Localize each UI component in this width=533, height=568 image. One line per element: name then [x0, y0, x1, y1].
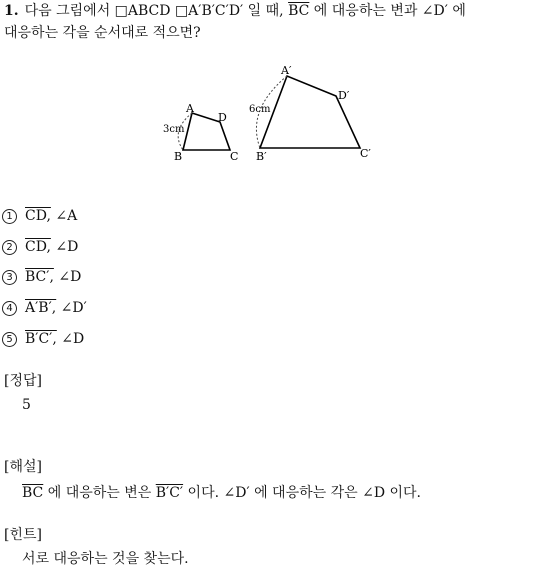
choice-angle: ∠D — [55, 239, 79, 255]
choice-1[interactable] — [2, 207, 77, 225]
side-label-3cm: 3cm — [163, 124, 185, 135]
hint-label: [힌트] — [4, 527, 42, 543]
label-b: B — [174, 150, 183, 163]
label-c: C — [230, 150, 239, 163]
quadrilateral-figure — [150, 60, 390, 170]
choice-segment: CD, — [25, 208, 51, 224]
question-text-b: 에 대응하는 변과 ∠D′ 에 — [309, 3, 466, 19]
question-line-1 — [4, 2, 466, 21]
label-a-prime: A′ — [281, 64, 292, 77]
choice-angle: ∠A — [55, 208, 78, 224]
choice-number: 5 — [2, 332, 17, 347]
explanation-text-2: 이다. ∠D′ 에 대응하는 각은 ∠D 이다. — [183, 485, 421, 501]
large-quadrilateral — [249, 64, 371, 163]
choice-number: 4 — [2, 301, 17, 316]
choice-3[interactable] — [2, 268, 81, 286]
explanation-label: [해설] — [4, 459, 42, 475]
choice-angle: ∠D′ — [60, 300, 87, 316]
choice-segment: B′C′, — [25, 331, 57, 347]
question-line-2: 대응하는 각을 순서대로 적으면? — [4, 25, 201, 41]
choice-4[interactable] — [2, 299, 87, 317]
choice-number: 1 — [2, 209, 17, 224]
choice-2[interactable] — [2, 238, 78, 256]
choice-segment: CD, — [25, 239, 51, 255]
choice-number: 3 — [2, 270, 17, 285]
small-quadrilateral — [163, 102, 238, 163]
label-d: D — [218, 111, 227, 124]
explanation-seg-b-c-prime: B′C′ — [155, 485, 184, 501]
hint-text: 서로 대응하는 것을 찾는다. — [22, 551, 189, 567]
label-a: A — [186, 102, 194, 115]
side-label-6cm: 6cm — [249, 104, 271, 115]
choice-angle: ∠D — [61, 331, 85, 347]
explanation-text-1: 에 대응하는 변은 — [43, 485, 156, 501]
choice-segment: A′B′, — [25, 300, 57, 316]
explanation-seg-bc: $\overline{BC}$ — [22, 485, 44, 501]
answer-value: 5 — [22, 397, 31, 413]
choice-5[interactable] — [2, 330, 84, 348]
answer-label: [정답] — [4, 373, 42, 389]
question-number: 1. — [4, 3, 19, 19]
label-d-prime: D′ — [338, 89, 350, 102]
choice-number: 2 — [2, 240, 17, 255]
choice-angle: ∠D — [58, 269, 82, 285]
label-b-prime: B′ — [256, 150, 267, 163]
question-text-a: 다음 그림에서 □ABCD □A′B′C′D′ 일 때, — [24, 3, 289, 19]
label-c-prime: C′ — [360, 147, 371, 160]
explanation-text — [22, 482, 421, 502]
segment-bc: $\overline{BC}$ — [288, 3, 310, 19]
choice-segment: BC′, — [25, 269, 54, 285]
